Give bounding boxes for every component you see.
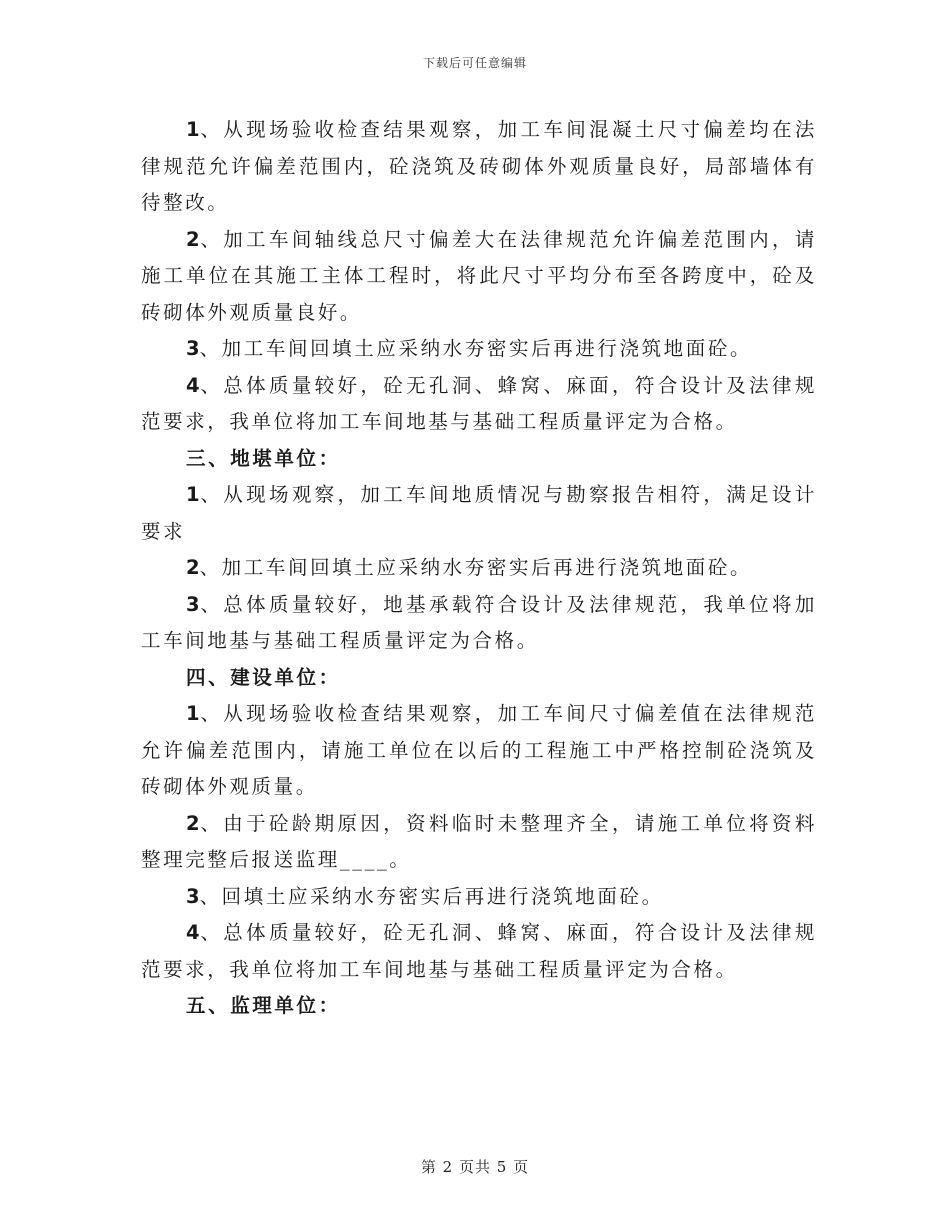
paragraph	[141, 331, 817, 368]
paragraph-text: 、加工车间轴线总尺寸偏差大在法律规范允许偏差范围内，请施工单位在其施工主体工程时，将此尺寸平均分布至各跨度中，砼及砖砌体外观质量良好。	[141, 227, 817, 324]
section-heading: 三、地堪单位：	[186, 446, 341, 470]
paragraph	[141, 915, 817, 988]
paragraph-text: 、总体质量较好，地基承载符合设计及法律规范，我单位将加工车间地基与基础工程质量评定为合格。	[141, 592, 817, 652]
paragraph	[141, 477, 817, 550]
document-body	[141, 112, 817, 1025]
paragraph	[141, 879, 817, 916]
paragraph	[141, 368, 817, 441]
paragraph-text: 、加工车间回填土应采纳水夯密实后再进行浇筑地面砼。	[199, 556, 753, 579]
paragraph-number: 2	[186, 227, 200, 251]
paragraph-text: 、从现场观察，加工车间地质情况与勘察报告相符，满足设计要求	[141, 483, 817, 543]
page-header: 下载后可任意编辑	[422, 56, 527, 70]
paragraph-number: 1	[186, 702, 200, 725]
section-heading: 五、监理单位：	[186, 994, 341, 1017]
paragraph-number: 4	[186, 373, 200, 397]
paragraph-number: 2	[186, 556, 200, 579]
paragraph-number: 3	[186, 592, 200, 616]
paragraph	[141, 550, 817, 587]
paragraph-number: 2	[186, 811, 200, 835]
paragraph-number: 3	[186, 884, 200, 908]
section-heading: 四、建设单位：	[186, 665, 341, 689]
paragraph	[141, 222, 817, 332]
paragraph-text: 、加工车间回填土应采纳水夯密实后再进行浇筑地面砼。	[199, 337, 753, 360]
paragraph	[141, 587, 817, 660]
paragraph-text: 、总体质量较好，砼无孔洞、蜂窝、麻面，符合设计及法律规范要求，我单位将加工车间地基与基础工程质量评定为合格。	[141, 373, 817, 433]
paragraph-text: 、从现场验收检查结果观察，加工车间混凝土尺寸偏差均在法律规范允许偏差范围内，砼浇筑及砖砌体外观质量良好，局部墙体有待整改。	[141, 118, 817, 214]
paragraph-number: 4	[186, 921, 200, 944]
paragraph	[141, 112, 817, 222]
paragraph-number: 1	[186, 483, 200, 506]
paragraph	[141, 696, 817, 806]
paragraph-text: 、由于砼龄期原因，资料临时未整理齐全，请施工单位将资料整理完整后报送监理____。	[141, 811, 817, 871]
paragraph-text: 、回填土应采纳水夯密实后再进行浇筑地面砼。	[199, 884, 664, 908]
paragraph-text: 、从现场验收检查结果观察，加工车间尺寸偏差值在法律规范允许偏差范围内，请施工单位在以后的工程施工中严格控制砼浇筑及砖砌体外观质量。	[141, 702, 817, 798]
paragraph-number: 3	[186, 337, 200, 360]
paragraph	[141, 806, 817, 879]
page-footer: 第 2 页共 5 页	[420, 1158, 530, 1176]
paragraph-number: 1	[186, 118, 200, 141]
paragraph-text: 、总体质量较好，砼无孔洞、蜂窝、麻面，符合设计及法律规范要求，我单位将加工车间地基与基础工程质量评定为合格。	[141, 921, 817, 981]
